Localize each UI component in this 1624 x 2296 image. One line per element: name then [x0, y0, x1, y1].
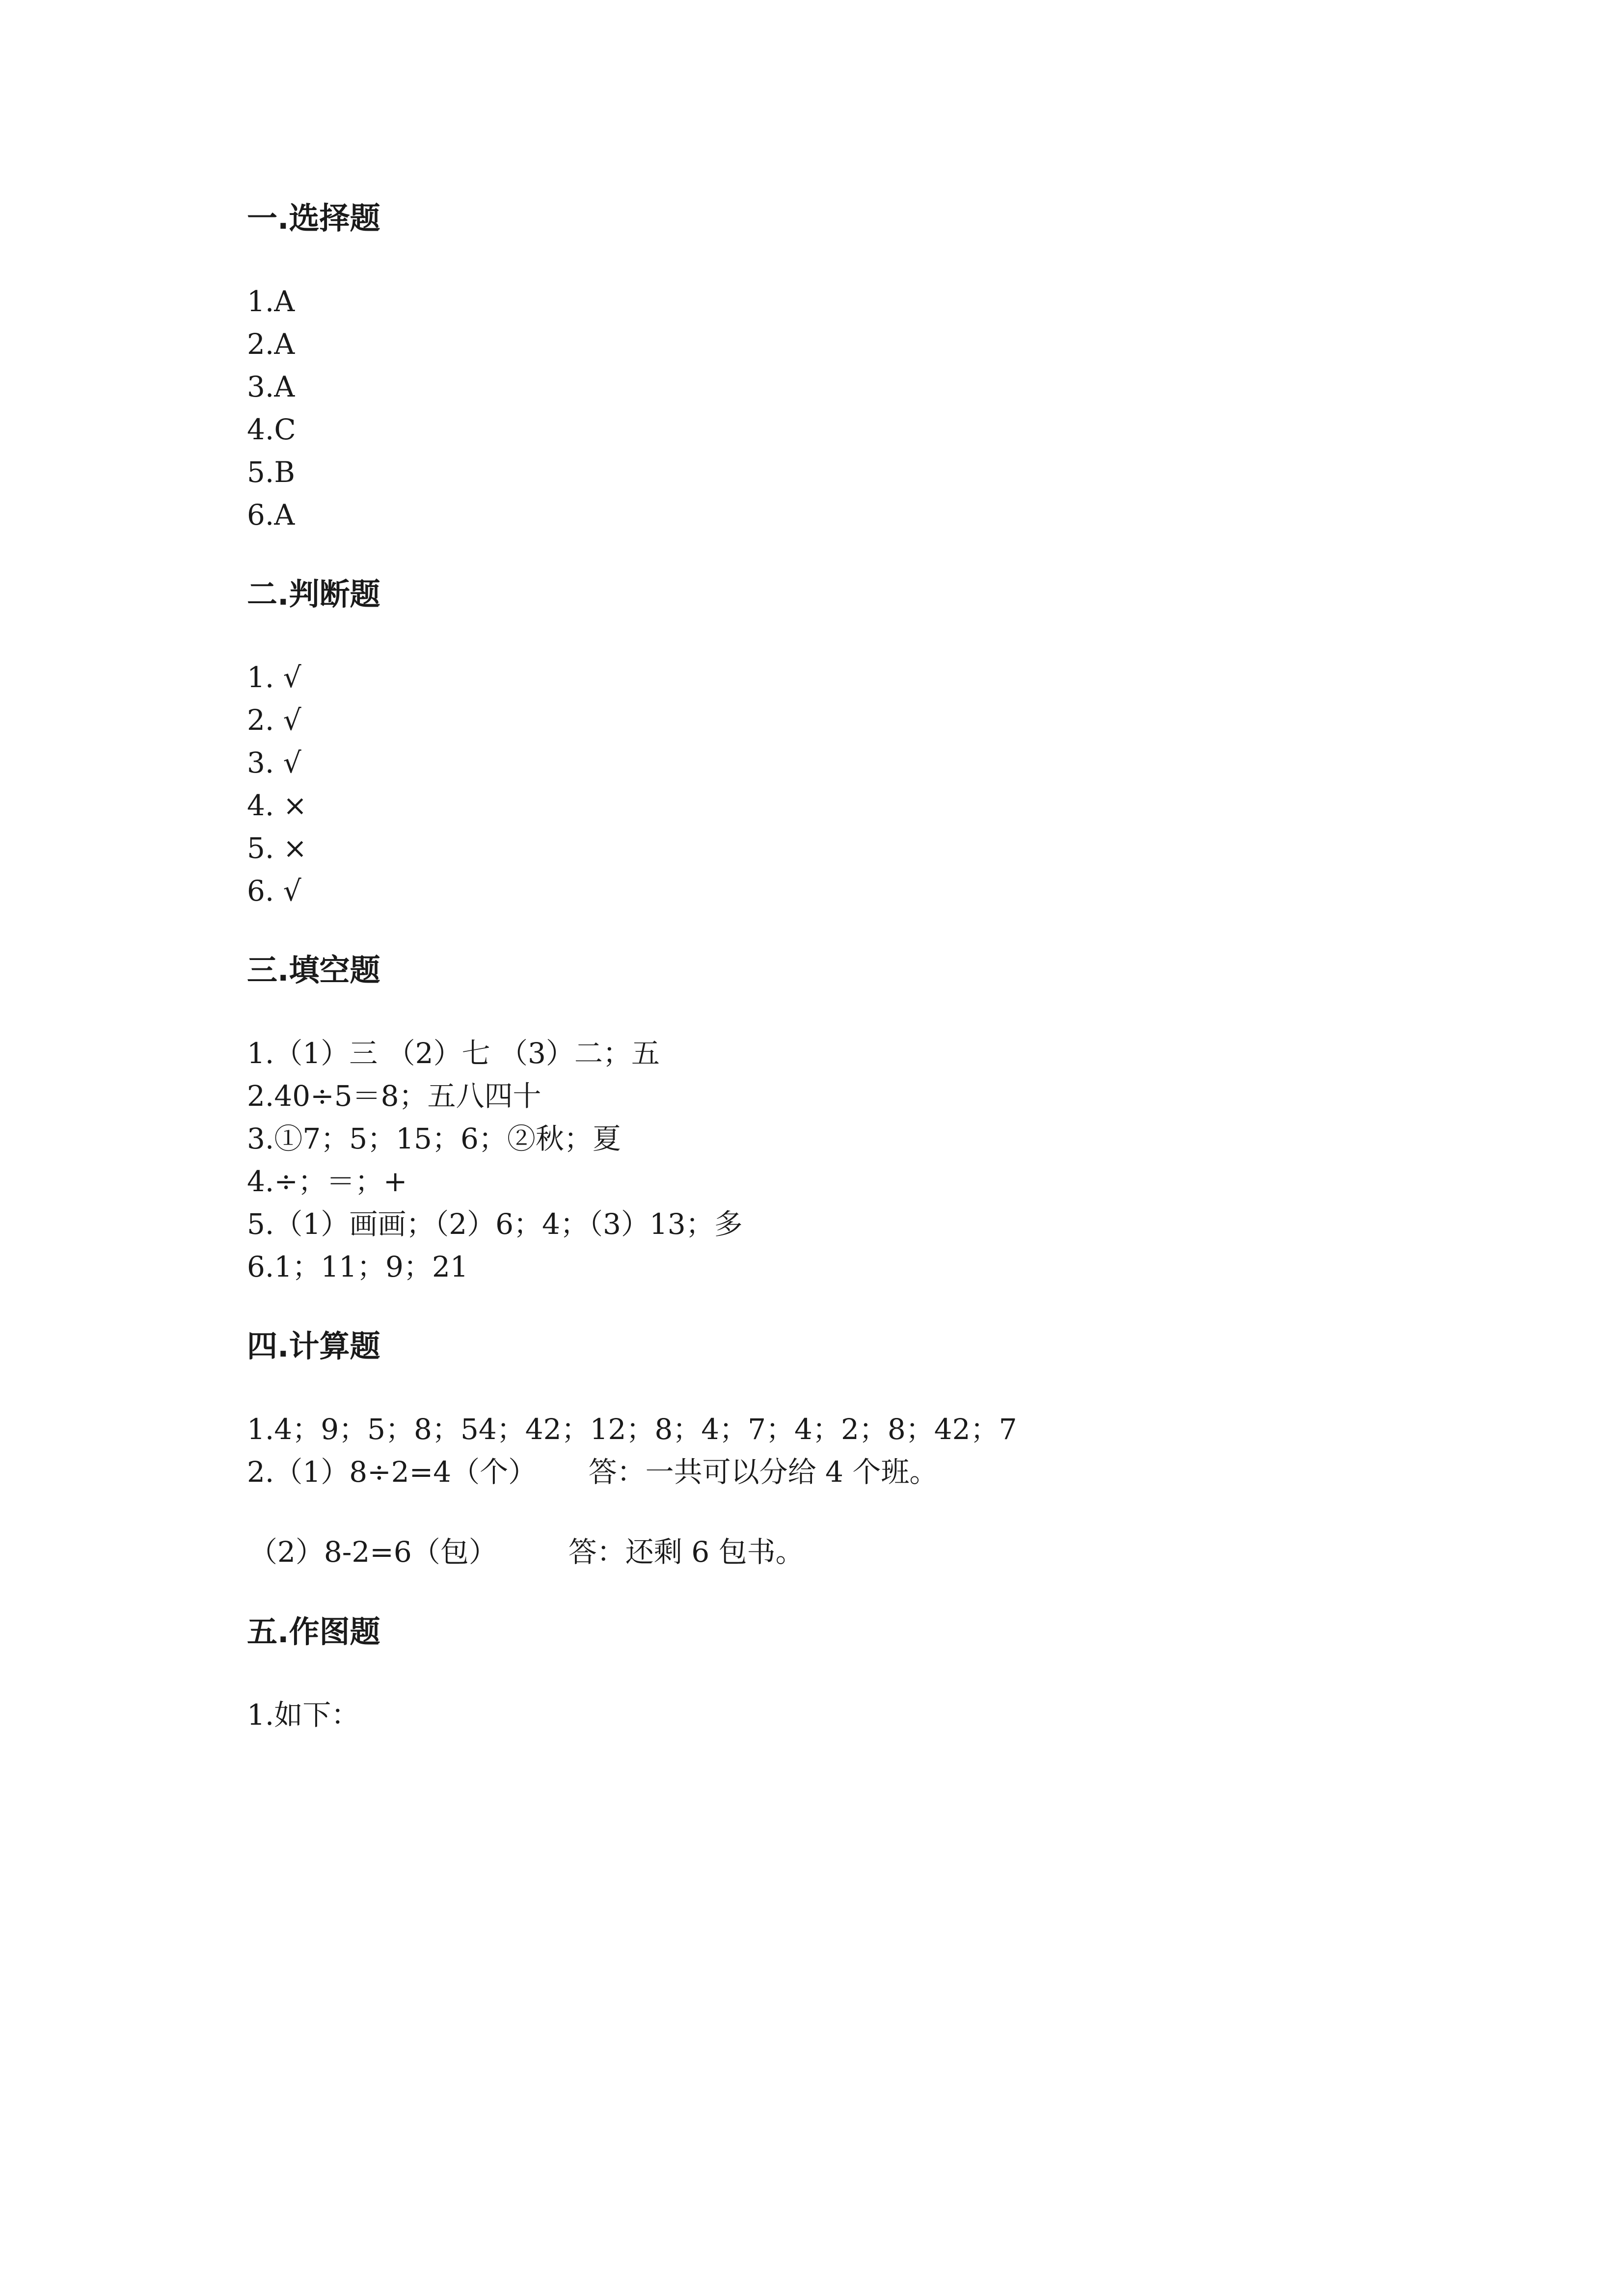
- section-heading-fill-blank: 三.填空题: [247, 952, 380, 988]
- section-heading-drawing: 五.作图题: [247, 1614, 380, 1650]
- answer-line: 4.C: [247, 413, 296, 446]
- answer-line: 1.如下：: [247, 1698, 360, 1732]
- answer-line: 2.（1）8÷2=4（个） 答：一共可以分给 4 个班。: [247, 1455, 938, 1489]
- answer-line: 4. ×: [247, 789, 307, 822]
- answer-line: 2.40÷5＝8；五八四十: [247, 1079, 541, 1113]
- answer-line: 1.4；9；5；8；54；42；12；8；4；7；4；2；8；42；7: [247, 1413, 1017, 1446]
- answer-line: 6.A: [247, 498, 295, 532]
- answer-line: 3.①7；5；15；6；②秋；夏: [247, 1122, 621, 1155]
- answer-line: 3.A: [247, 370, 295, 403]
- section-heading-true-false: 二.判断题: [247, 576, 380, 612]
- answer-line: 1.A: [247, 285, 295, 318]
- answer-line: 5. ×: [247, 831, 307, 865]
- answer-line: 5.（1）画画；（2）6；4；（3）13；多: [247, 1207, 743, 1241]
- answer-line: 5.B: [247, 455, 295, 489]
- answer-line: 2.A: [247, 327, 295, 361]
- answer-line: 2. √: [247, 703, 301, 737]
- answer-line: 3. √: [247, 746, 301, 779]
- answer-line: 1. √: [247, 661, 301, 694]
- answer-line: 1.（1）三 （2）七 （3）二；五: [247, 1037, 660, 1070]
- answer-line: （2）8-2=6（包） 答：还剩 6 包书。: [249, 1535, 804, 1569]
- section-heading-choice: 一.选择题: [247, 200, 380, 236]
- answer-line: 4.÷；＝；+: [247, 1165, 407, 1198]
- section-heading-calculation: 四.计算题: [247, 1328, 380, 1364]
- answer-line: 6.1；11；9；21: [247, 1250, 468, 1283]
- answer-line: 6. √: [247, 874, 301, 908]
